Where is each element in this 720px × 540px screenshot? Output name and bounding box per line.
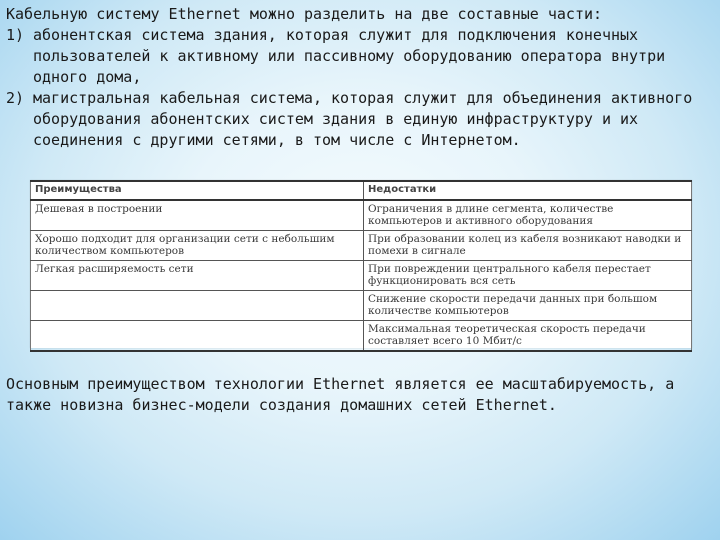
intro-text: [6, 4, 714, 151]
header-advantages: Преимущества: [31, 181, 364, 200]
list-number: 1): [6, 26, 25, 44]
conclusion-line: Основным преимуществом технологии Ethernet является ее масштабируемость, а: [6, 375, 675, 393]
disadvantage-cell: Снижение скорости передачи данных при большом количестве компьютеров: [364, 291, 692, 321]
table-row: [31, 291, 692, 321]
disadvantage-cell: При повреждении центрального кабеля перестает функционировать вся сеть: [364, 261, 692, 291]
list-item: [6, 88, 714, 151]
comparison-table-image: [30, 180, 692, 348]
list-item-line: одного дома,: [33, 68, 142, 86]
list-item-line: магистральная кабельная система, которая служит для объединения активного: [33, 89, 693, 107]
intro-lead: Кабельную систему Ethernet можно разделить на две составные части:: [6, 5, 603, 23]
advantage-cell: Легкая расширяемость сети: [31, 261, 364, 291]
list-item-line: оборудования абонентских систем здания в единую инфраструктуру и их: [33, 110, 639, 128]
advantage-cell: [31, 291, 364, 321]
list-item-line: соединения с другими сетями, в том числе с Интернетом.: [33, 131, 521, 149]
conclusion-line: также новизна бизнес-модели создания домашних сетей Ethernet.: [6, 396, 557, 414]
list-number: 2): [6, 89, 25, 107]
conclusion-text: [6, 374, 714, 416]
advantage-cell: Дешевая в построении: [31, 200, 364, 231]
table-row: [31, 231, 692, 261]
table-header-row: [31, 181, 692, 200]
disadvantage-cell: Ограничения в длине сегмента, количестве компьютеров и активного оборудования: [364, 200, 692, 231]
disadvantage-cell: При образовании колец из кабеля возникают наводки и помехи в сигнале: [364, 231, 692, 261]
list-item-line: абонентская система здания, которая служит для подключения конечных: [33, 26, 639, 44]
list-item: [6, 25, 714, 88]
advantage-cell: [31, 321, 364, 352]
header-disadvantages: Недостатки: [364, 181, 692, 200]
table-row: [31, 200, 692, 231]
advantage-cell: Хорошо подходит для организации сети с небольшим количеством компьютеров: [31, 231, 364, 261]
disadvantage-cell: Максимальная теоретическая скорость передачи составляет всего 10 Мбит/с: [364, 321, 692, 352]
table-row: [31, 261, 692, 291]
cable-parts-list: [6, 25, 714, 151]
comparison-table: [30, 180, 692, 352]
table-row: [31, 321, 692, 352]
list-item-line: пользователей к активному или пассивному оборудованию оператора внутри: [33, 47, 666, 65]
